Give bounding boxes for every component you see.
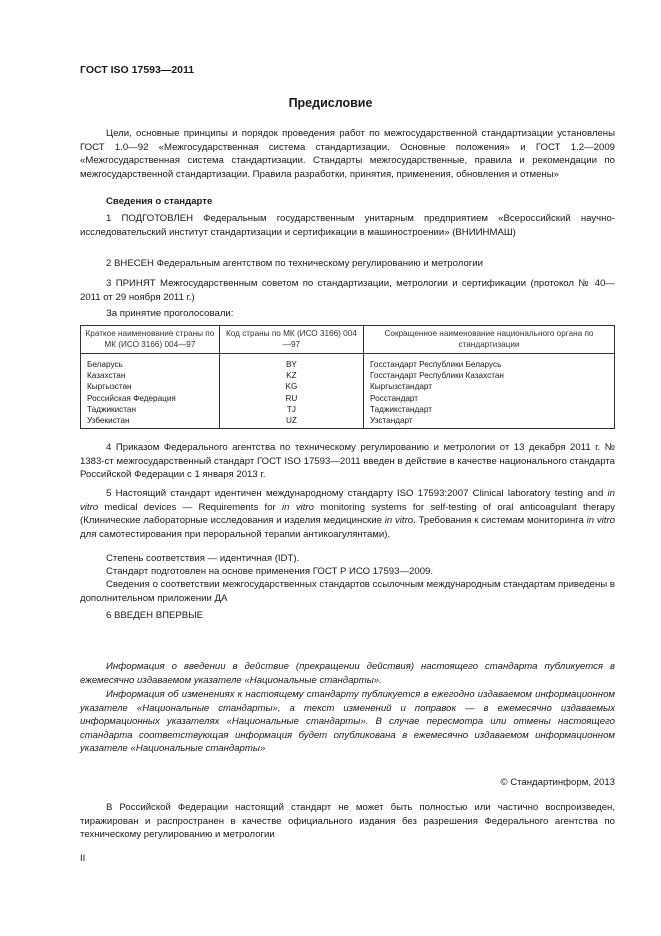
conformity-degree: Степень соответствия — идентичная (IDT).	[106, 553, 300, 564]
rights-paragraph: В Российской Федерации настоящий стандарт не может быть полностью или частично воспроизведен, тиражирован и распространен в качестве официального издания без разрешения Федерального агентства по техническому регулированию и метрологии	[80, 802, 615, 840]
table-row	[81, 393, 615, 404]
item-5-paragraph	[80, 487, 615, 541]
item-5-italic: in vitro	[282, 501, 314, 513]
intro-paragraph: Цели, основные принципы и порядок проведения работ по межгосударственной стандартизации установлены ГОСТ 1.0—92 «Межгосударственная система стандартизации. Основные положения» и ГОСТ 1.2—2009 «Межгосударственная система стандартизации. Стандарты межгосударственные, правила и рекомендации по межгосударственной стандартизации. Правила разработки, принятия, применения, обновления и отмены»	[80, 128, 615, 180]
standards-body: Госстандарт Республики Беларусь	[364, 354, 615, 371]
notice-introduction: Информация о введении в действие (прекращении действия) настоящего стандарта публикуется в ежемесячно издаваемом указателе «Национальные стандарты».	[80, 661, 615, 686]
table-row	[81, 404, 615, 415]
item-5-text: medical devices — Requirements for	[98, 501, 283, 513]
country-name: Беларусь	[81, 354, 220, 371]
column-header-code: Код страны по МК (ИСО 3166) 004—97	[219, 326, 363, 354]
item-5-italic: in vitro	[80, 488, 615, 513]
country-name: Кыргызстан	[81, 381, 220, 392]
copyright-line: © Стандартинформ, 2013	[500, 777, 615, 788]
standards-body: Кыргызстандарт	[364, 381, 615, 392]
document-id-header: ГОСТ ISO 17593—2011	[80, 64, 195, 76]
country-name: Таджикистан	[81, 404, 220, 415]
item-3-paragraph: 3 ПРИНЯТ Межгосударственным советом по стандартизации, метрологии и сертификации (протокол № 40—2011 от 29 ноября 2011 г.)	[80, 278, 615, 303]
item-1-paragraph: 1 ПОДГОТОВЛЕН Федеральным государственным унитарным предприятием «Всероссийский научно-исследовательский институт стандартизации и сертификации в машиностроении» (ВНИИНМАШ)	[80, 213, 615, 238]
column-header-body: Сокращенное наименование национального органа по стандартизации	[364, 326, 615, 354]
item-5-text: monitoring systems for self-testing of oral anticoagulant therapy (Клинические лабораторные исследования и изделия медицинские	[80, 501, 616, 526]
notice-changes: Информация об изменениях к настоящему стандарту публикуется в ежегодно издаваемом информационном указателе «Национальные стандарты», а текст изменений и поправок — в ежемесячно издаваемых информационных указателях «Национальные стандарты». В случае пересмотра или отмены настоящего стандарта соответствующая информация будет опубликована в ежемесячно издаваемом информационном указателе «Национальные стандарты»	[80, 689, 615, 754]
item-6-paragraph: 6 ВВЕДЕН ВПЕРВЫЕ	[106, 610, 204, 621]
country-name: Узбекистан	[81, 415, 220, 429]
country-code: BY	[219, 354, 363, 371]
item-5-text: для самотестирования при пероральной терапии антикоагулянтами).	[80, 528, 391, 540]
table-row	[81, 370, 615, 381]
item-5-text: . Требования к системам мониторинга	[413, 515, 587, 526]
country-name: Российская Федерация	[81, 393, 220, 404]
standards-body: Росстандарт	[364, 393, 615, 404]
country-code: TJ	[219, 404, 363, 415]
standards-body: Таджикстандарт	[364, 404, 615, 415]
item-2-paragraph: 2 ВНЕСЕН Федеральным агентством по техническому регулированию и метрологии	[106, 258, 484, 269]
column-header-country: Краткое наименование страны по МК (ИСО 3166) 004—97	[81, 326, 220, 354]
page-title: Предисловие	[288, 96, 373, 110]
voting-countries-table	[80, 325, 615, 429]
page-number: II	[80, 853, 86, 864]
country-code: KG	[219, 381, 363, 392]
prepared-basis: Стандарт подготовлен на основе применения ГОСТ Р ИСО 17593—2009.	[106, 566, 434, 577]
section-heading: Сведения о стандарте	[106, 196, 213, 207]
item-5-text: 5 Настоящий стандарт идентичен международному стандарту ISO 17593:2007 Clinical laboratory testing and	[106, 488, 608, 499]
table-row	[81, 381, 615, 392]
vote-intro: За принятие проголосовали:	[106, 308, 234, 319]
table-row	[81, 354, 615, 371]
table-row	[81, 415, 615, 429]
standards-body: Госстандарт Республики Казахстан	[364, 370, 615, 381]
country-code: RU	[219, 393, 363, 404]
annex-info-paragraph: Сведения о соответствии межгосударственных стандартов ссылочным международным стандартам приведены в дополнительном приложении ДА	[80, 579, 615, 604]
country-code: KZ	[219, 370, 363, 381]
country-name: Казахстан	[81, 370, 220, 381]
item-4-paragraph: 4 Приказом Федерального агентства по техническому регулированию и метрологии от 13 декабря 2011 г. № 1383-ст межгосударственный стандарт ГОСТ ISO 17593—2011 введен в действие в качестве национального стандарта Российской Федерации с 1 января 2013 г.	[80, 442, 615, 480]
item-5-italic: in vitro	[586, 515, 616, 526]
country-code: UZ	[219, 415, 363, 429]
table-header-row	[81, 326, 615, 354]
item-5-italic: in vitro	[384, 515, 414, 526]
standards-body: Узстандарт	[364, 415, 615, 429]
